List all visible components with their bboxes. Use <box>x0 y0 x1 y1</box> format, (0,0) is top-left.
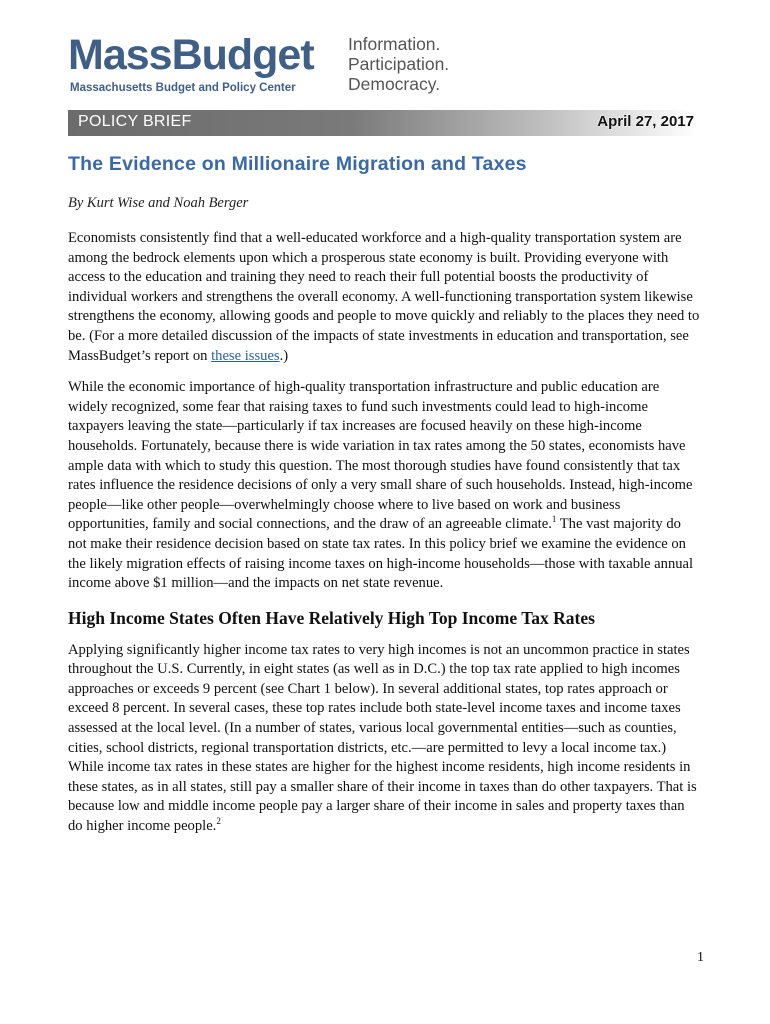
these-issues-link[interactable]: these issues <box>211 347 280 364</box>
section-heading: High Income States Often Have Relatively High Top Income Tax Rates <box>68 607 595 628</box>
document-title: The Evidence on Millionaire Migration and Taxes <box>68 153 527 175</box>
paragraph-migration-text-after: The vast majority do not make their residence decision based on state tax rates. In this policy brief we examine the evidence on the likely migration effects of raising income taxes on high-income households—those with taxable annual income above $1 million—and the impacts on net state revenue. <box>68 516 694 592</box>
page-number: 1 <box>697 950 704 965</box>
document-body <box>68 229 700 849</box>
paragraph-tax-rates-text: Applying significantly higher income tax rates to very high incomes is not an uncommon practice in states throughout the U.S. Currently, in eight states (as well as in D.C.) the top tax rate applied to high incomes approaches or exceeds 9 percent (see Chart 1 below). In several additional states, top rates approach or exceed 8 percent. In several cases, these top rates include both state-level income taxes and income taxes assessed at the local level. (In a number of states, various local governmental entities—such as counties, cities, school districts, regional transportation districts, etc.—are permitted to levy a local income tax.) While income tax rates in these states are higher for the highest income residents, high income residents in these states, as in all states, still pay a smaller share of their income in taxes than do other taxpayers. That is because low and middle income people pay a larger share of their income in sales and property taxes than do higher income people. <box>68 641 697 835</box>
byline: By Kurt Wise and Noah Berger <box>68 195 249 211</box>
paragraph-intro <box>68 229 700 366</box>
tagline-information: Information. <box>348 34 441 54</box>
paragraph-tax-rates <box>68 641 700 837</box>
policy-brief-banner <box>68 110 696 136</box>
logo-subtitle: Massachusetts Budget and Policy Center <box>70 82 296 94</box>
logo-wordmark: MassBudget <box>68 31 314 79</box>
paragraph-migration-text: While the economic importance of high-quality transportation infrastructure and public education are widely recognized, some fear that raising taxes to fund such investments could lead to high-income taxpayers leaving the state—particularly if tax increases are focused heavily on these high-income households. Fortunately, because there is wide variation in tax rates among the 50 states, economists have ample data with which to study this question. The most thorough studies have found consistently that tax rates influence the residence decisions of only a very small share of such households. Instead, high-income people—like other people—overwhelmingly choose where to live based on work and business opportunities, family and social connections, and the draw of an agreeable climate. <box>68 379 693 533</box>
paragraph-intro-text: Economists consistently find that a well-educated workforce and a high-quality transportation system are among the bedrock elements upon which a prosperous state economy is built. Providing everyone with access to the education and training they need to reach their full potential boosts the productivity of individual workers and strengthens the overall economy. A well-functioning transportation system likewise strengthens the economy, allowing goods and people to move quickly and reliably to the places they need to be. (For a more detailed discussion of the impacts of state investments in education and transportation, see MassBudget’s report on <box>68 230 700 364</box>
tagline-democracy: Democracy. <box>348 74 441 94</box>
logo-tagline <box>348 34 449 94</box>
footnote-ref-1[interactable]: 1 <box>551 514 557 525</box>
footnote-ref-2[interactable]: 2 <box>216 816 221 827</box>
paragraph-intro-end: .) <box>279 347 289 364</box>
paragraph-migration <box>68 378 700 594</box>
publication-date: April 27, 2017 <box>597 113 694 130</box>
tagline-participation: Participation. <box>348 54 450 74</box>
massbudget-logo <box>68 31 488 100</box>
banner-label: POLICY BRIEF <box>78 113 192 130</box>
